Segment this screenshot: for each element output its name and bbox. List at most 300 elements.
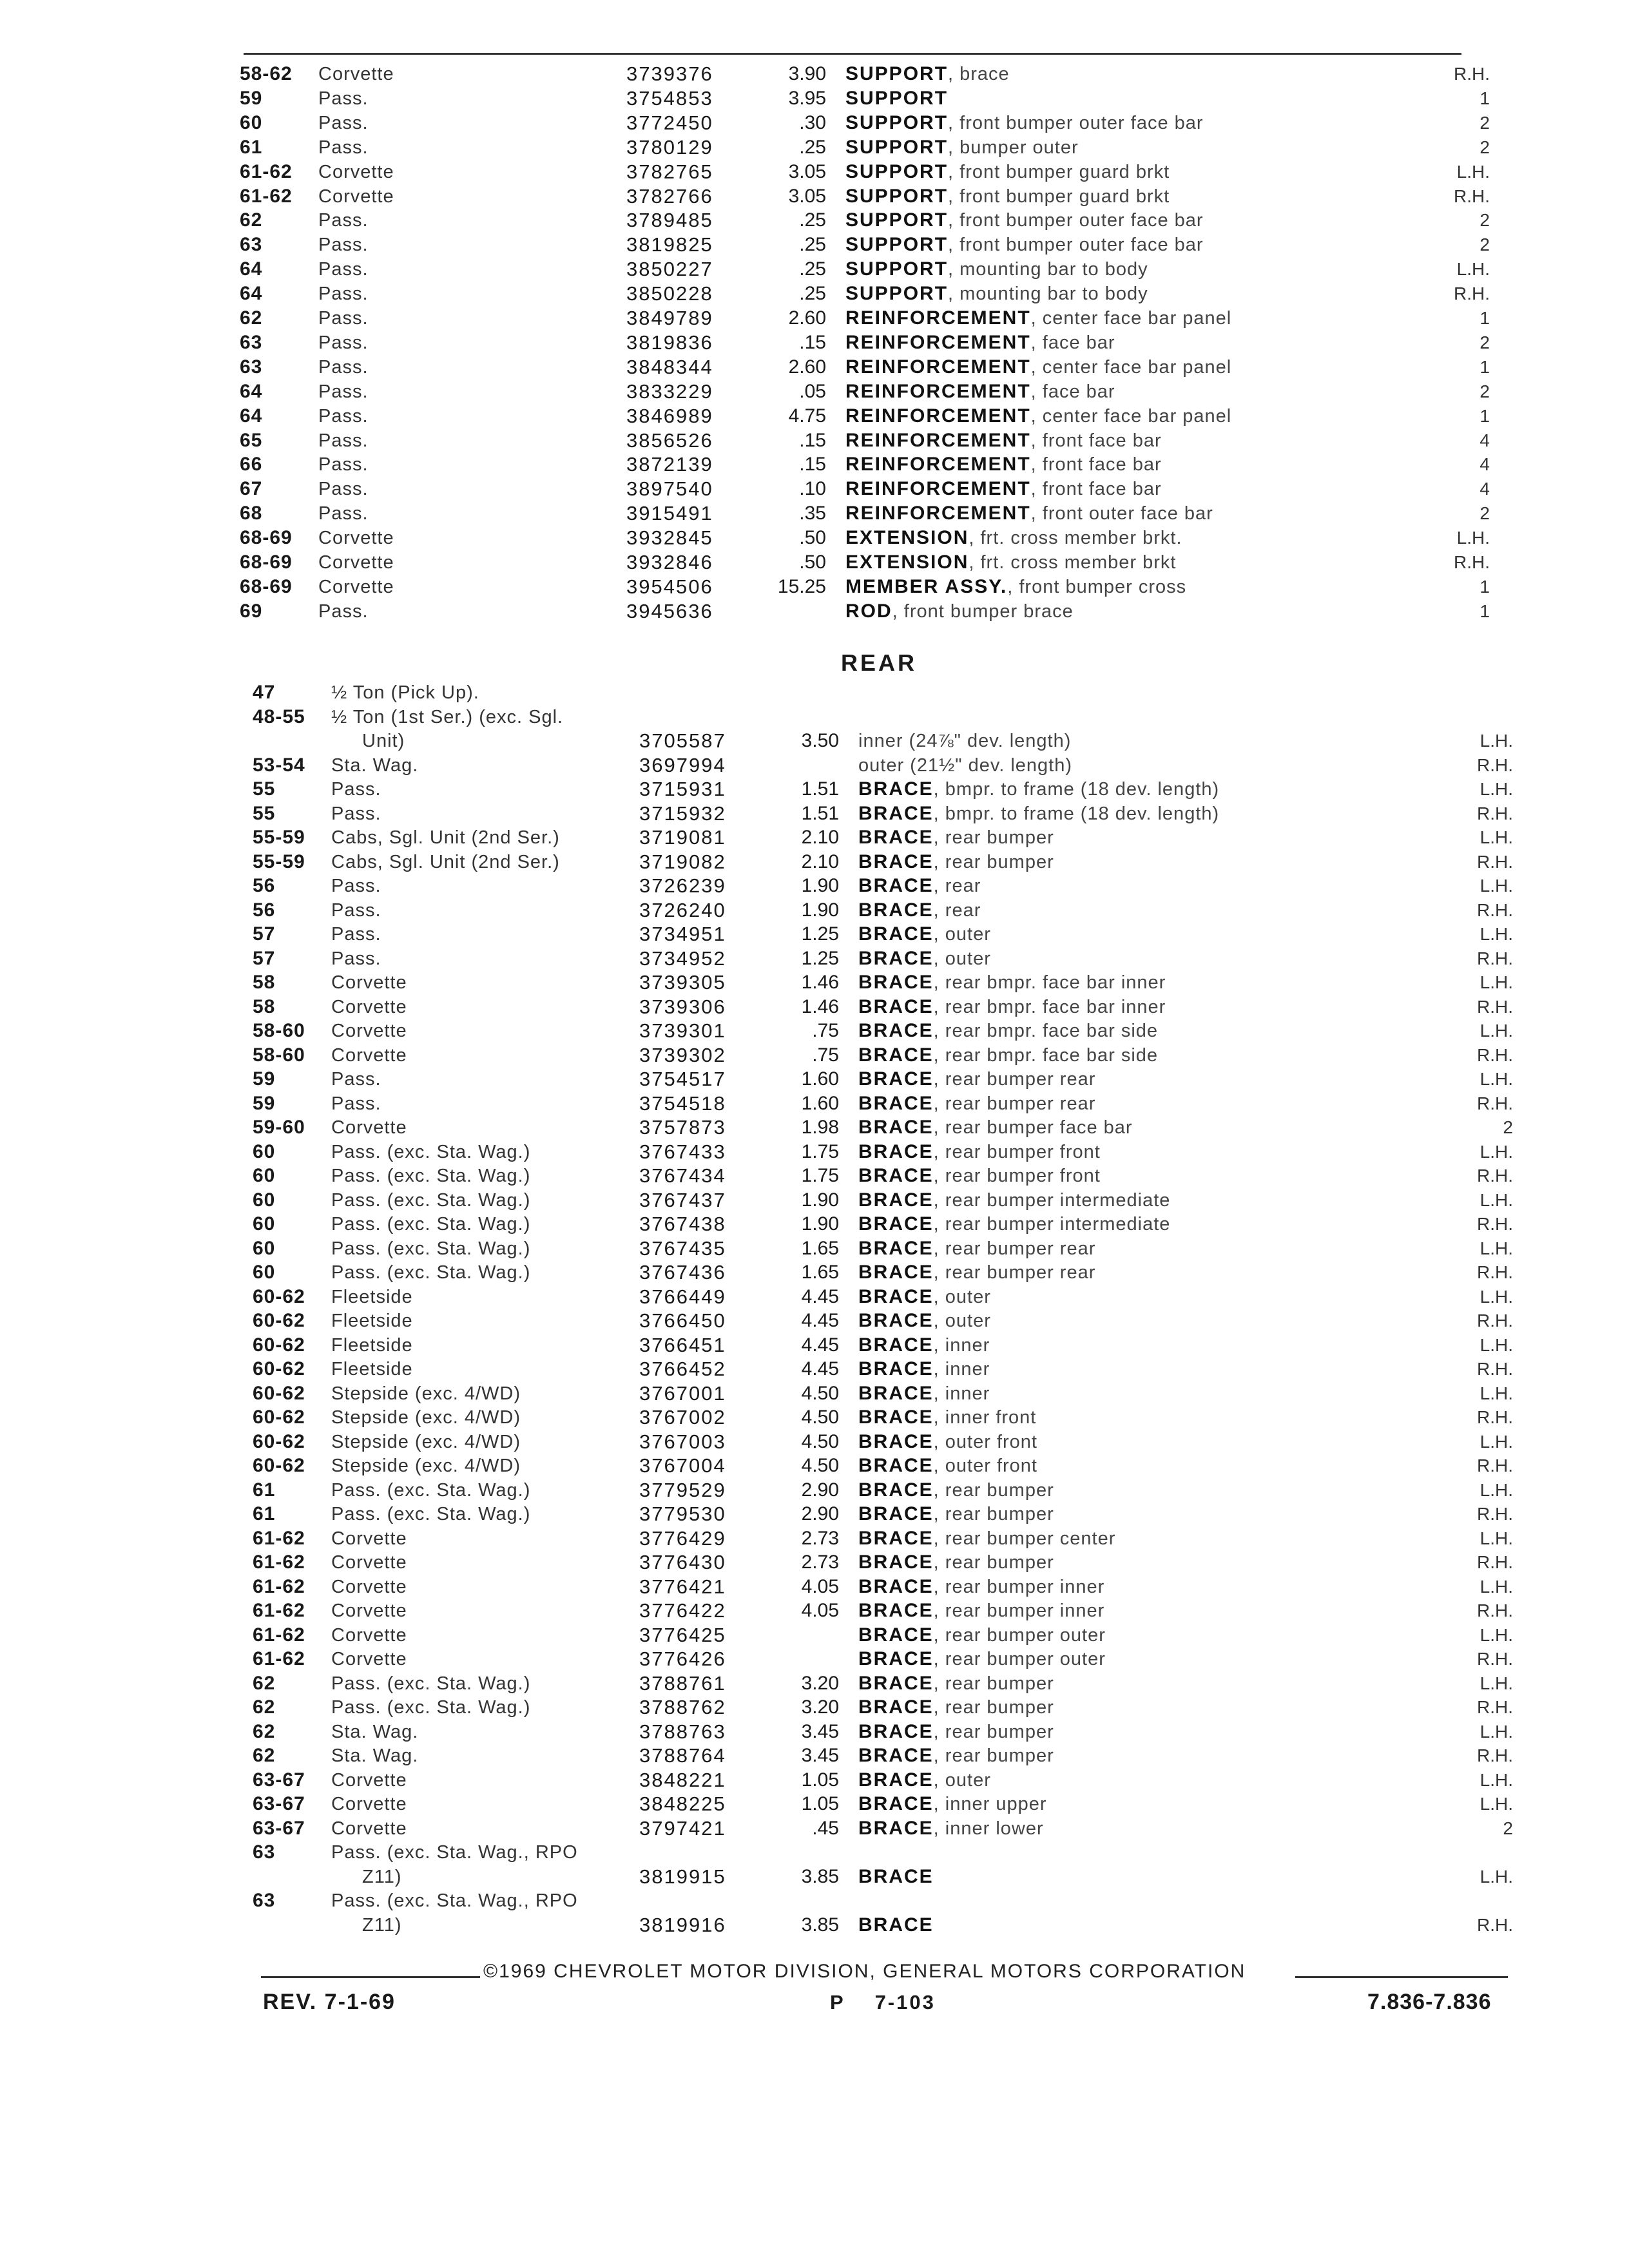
model-year: 67 xyxy=(240,478,263,500)
part-description xyxy=(858,1526,1115,1551)
part-detail: , front face bar xyxy=(1030,454,1162,476)
application xyxy=(318,160,394,184)
side-or-quantity: L.H. xyxy=(1480,1189,1513,1210)
application xyxy=(331,1720,418,1744)
model-year: 58 xyxy=(253,995,276,1017)
part-detail: , rear bmpr. face bar side xyxy=(933,1021,1159,1041)
application-text: Pass. xyxy=(331,1093,381,1114)
part-number: 3788762 xyxy=(639,1696,726,1718)
application xyxy=(331,1888,578,1913)
application xyxy=(318,62,394,86)
list-price: 1.65 xyxy=(801,1237,839,1259)
part-detail: , rear bumper xyxy=(933,851,1054,872)
part-name: BRACE xyxy=(858,1720,934,1742)
list-price: 2.10 xyxy=(801,827,839,848)
list-price: .25 xyxy=(799,234,826,256)
footer-rule-left xyxy=(261,1976,480,1978)
part-name: REINFORCEMENT xyxy=(845,356,1031,378)
part-number: 3766451 xyxy=(639,1333,726,1356)
part-number: 3739376 xyxy=(626,62,713,85)
part-number: 3767001 xyxy=(639,1381,726,1405)
part-name: BRACE xyxy=(858,947,934,969)
part-number: 3767003 xyxy=(639,1430,726,1453)
application-text: Pass. xyxy=(331,779,381,800)
part-description xyxy=(858,1744,1054,1768)
part-name: BRACE xyxy=(858,1503,934,1524)
part-name: BRACE xyxy=(858,802,934,824)
model-year: 56 xyxy=(253,899,276,921)
application xyxy=(318,135,369,160)
part-name: BRACE xyxy=(858,1165,934,1186)
application xyxy=(331,1164,530,1188)
list-price: 3.05 xyxy=(788,160,826,182)
model-year: 55 xyxy=(253,802,276,824)
model-year: 63-67 xyxy=(253,1793,305,1814)
part-description xyxy=(858,1381,990,1406)
part-detail: , front bumper outer face bar xyxy=(948,112,1204,133)
application-text: Pass. xyxy=(318,137,369,158)
part-detail: , inner upper xyxy=(933,1794,1047,1814)
side-or-quantity: L.H. xyxy=(1480,1286,1513,1307)
part-number: 3754518 xyxy=(639,1091,726,1115)
application-text: Cabs, Sgl. Unit (2nd Ser.) xyxy=(331,851,560,872)
part-number: 3779530 xyxy=(639,1503,726,1525)
part-number: 3767436 xyxy=(639,1261,726,1283)
group-number: 7.836-7.836 xyxy=(1367,1990,1492,2014)
application-text: Pass. (exc. Sta. Wag.) xyxy=(331,1238,531,1259)
application xyxy=(331,922,381,947)
application xyxy=(331,1285,413,1309)
application-text: Pass. (exc. Sta. Wag.) xyxy=(331,1479,531,1501)
part-description xyxy=(858,947,991,971)
part-name: BRACE xyxy=(858,995,934,1017)
application-text: Corvette xyxy=(331,1576,407,1597)
part-detail: , front bumper outer face bar xyxy=(948,210,1204,231)
part-name: REINFORCEMENT xyxy=(845,429,1031,451)
model-year: 55 xyxy=(253,778,276,800)
application xyxy=(331,705,563,729)
model-year: 60 xyxy=(240,111,263,133)
model-year: 61-62 xyxy=(253,1600,305,1621)
list-price: .10 xyxy=(799,478,826,500)
list-price: .35 xyxy=(799,503,826,524)
part-name: BRACE xyxy=(858,827,934,848)
side-or-quantity: R.H. xyxy=(1477,1697,1513,1717)
side-or-quantity: R.H. xyxy=(1477,1914,1513,1935)
part-name: BRACE xyxy=(858,1407,934,1428)
application-text: Pass. xyxy=(318,210,369,231)
model-year: 60 xyxy=(253,1140,276,1162)
list-price: 1.98 xyxy=(801,1117,839,1138)
part-description xyxy=(858,1502,1054,1526)
application xyxy=(331,1478,530,1503)
part-detail: , inner xyxy=(933,1334,990,1356)
list-price: 1.05 xyxy=(801,1769,839,1791)
list-price: 4.05 xyxy=(801,1600,839,1621)
part-name: BRACE xyxy=(858,1817,934,1839)
part-number: 3915491 xyxy=(626,502,713,525)
list-price: 3.90 xyxy=(788,63,826,84)
part-number: 3766452 xyxy=(639,1358,726,1380)
model-year: 61-62 xyxy=(253,1624,305,1646)
part-name: SUPPORT xyxy=(845,160,949,182)
part-name: REINFORCEMENT xyxy=(845,478,1031,500)
application xyxy=(331,947,381,971)
application xyxy=(318,331,369,355)
list-price: 3.50 xyxy=(801,730,839,751)
part-name: BRACE xyxy=(858,1285,934,1307)
part-detail: , rear bmpr. face bar inner xyxy=(933,996,1166,1017)
application xyxy=(331,1768,407,1792)
list-price: 1.90 xyxy=(801,875,839,896)
part-name: BRACE xyxy=(858,1430,934,1452)
part-description xyxy=(858,898,981,923)
model-year: 62 xyxy=(253,1720,276,1742)
application xyxy=(331,1454,521,1478)
part-number: 3776422 xyxy=(639,1599,726,1622)
side-or-quantity: R.H. xyxy=(1477,1456,1513,1475)
part-description xyxy=(858,1067,1095,1091)
part-name: BRACE xyxy=(858,1575,934,1597)
model-year: 60 xyxy=(253,1262,276,1283)
application-text: Pass. xyxy=(318,601,369,622)
application-text: Pass. (exc. Sta. Wag.) xyxy=(331,1166,531,1186)
model-year: 68-69 xyxy=(240,575,293,597)
part-detail: , front bumper outer face bar xyxy=(948,235,1204,256)
part-name: REINFORCEMENT xyxy=(845,405,1031,427)
list-price: .25 xyxy=(799,283,826,305)
model-year: 62 xyxy=(240,209,263,231)
part-detail: , rear bumper rear xyxy=(933,1238,1096,1259)
application-text: Pass. xyxy=(331,924,381,945)
application xyxy=(331,1647,407,1671)
part-name: BRACE xyxy=(858,778,934,800)
application xyxy=(331,1091,381,1116)
part-name: BRACE xyxy=(858,1648,934,1669)
part-number: 3833229 xyxy=(626,380,713,403)
part-detail: , frt. cross member brkt. xyxy=(969,528,1182,549)
part-description xyxy=(858,1478,1054,1503)
application-text: Pass. (exc. Sta. Wag.) xyxy=(331,1214,531,1235)
application-text: Pass. xyxy=(318,503,369,524)
application-text: Pass. (exc. Sta. Wag., RPO xyxy=(331,1842,578,1863)
side-or-quantity: R.H. xyxy=(1477,1311,1513,1331)
side-or-quantity: L.H. xyxy=(1480,779,1513,799)
part-detail: , rear bumper xyxy=(933,1721,1054,1742)
part-detail: , rear bumper front xyxy=(933,1141,1101,1162)
part-number: 3719082 xyxy=(639,850,726,873)
part-detail: , rear xyxy=(933,899,981,921)
list-price: .25 xyxy=(799,258,826,280)
list-price: 3.20 xyxy=(801,1696,839,1718)
application-text: Corvette xyxy=(318,186,394,207)
model-year: 60-62 xyxy=(253,1334,305,1356)
part-name: BRACE xyxy=(858,1213,934,1235)
part-description xyxy=(845,550,1176,575)
application xyxy=(331,1550,407,1575)
application xyxy=(331,1744,418,1768)
model-year: 61-62 xyxy=(240,185,293,207)
application-text: Corvette xyxy=(331,1600,407,1621)
model-year: 60 xyxy=(253,1213,276,1235)
application-text: Unit) xyxy=(362,731,405,751)
model-year: 61 xyxy=(240,136,263,158)
side-or-quantity: L.H. xyxy=(1480,1624,1513,1645)
part-number: 3719081 xyxy=(639,826,726,849)
part-name: BRACE xyxy=(858,1745,934,1766)
application-text: Pass. xyxy=(318,284,369,305)
list-price: 1.46 xyxy=(801,995,839,1017)
part-number: 3848221 xyxy=(639,1768,726,1791)
list-price: .75 xyxy=(812,1044,839,1066)
model-year: 65 xyxy=(240,429,263,451)
part-description xyxy=(845,257,1148,282)
side-or-quantity: R.H. xyxy=(1477,1504,1513,1524)
model-year: 63 xyxy=(240,331,263,353)
part-name: BRACE xyxy=(858,1020,934,1041)
side-or-quantity: R.H. xyxy=(1477,754,1513,775)
side-or-quantity: R.H. xyxy=(1477,996,1513,1017)
part-number: 3767434 xyxy=(639,1164,726,1187)
part-description xyxy=(858,970,1166,995)
application-text: Corvette xyxy=(331,996,407,1017)
part-description xyxy=(845,233,1204,257)
application-text: Stepside (exc. 4/WD) xyxy=(331,1383,521,1404)
list-price: 1.90 xyxy=(801,1189,839,1211)
part-description xyxy=(858,1671,1054,1696)
part-detail: , center face bar panel xyxy=(1030,356,1232,378)
part-number: 3767438 xyxy=(639,1213,726,1235)
part-number: 3897540 xyxy=(626,477,713,501)
application-text: ½ Ton (1st Ser.) (exc. Sgl. xyxy=(331,706,564,727)
part-name: BRACE xyxy=(858,1262,934,1283)
footer-rule-right xyxy=(1295,1976,1508,1978)
part-detail: , front face bar xyxy=(1030,479,1162,500)
part-detail: , rear bumper xyxy=(933,1697,1054,1718)
application-text: Pass. xyxy=(318,259,369,280)
list-price: .15 xyxy=(799,454,826,476)
part-name: BRACE xyxy=(858,1237,934,1259)
part-detail: , rear bumper inner xyxy=(933,1600,1105,1621)
part-description xyxy=(858,1792,1047,1816)
part-description xyxy=(858,777,1219,802)
model-year: 60 xyxy=(253,1189,276,1211)
model-year: 62 xyxy=(253,1745,276,1766)
part-name: ROD xyxy=(845,600,892,622)
application-text: Corvette xyxy=(318,528,394,549)
part-detail: , bmpr. to frame (18 dev. length) xyxy=(933,779,1220,800)
part-detail: , front outer face bar xyxy=(1030,503,1213,524)
model-year: 63 xyxy=(240,234,263,256)
part-number: 3850227 xyxy=(626,258,713,281)
page-number: P 7-103 xyxy=(830,1991,936,2013)
application-text: Corvette xyxy=(331,1649,407,1669)
part-detail: , rear bumper intermediate xyxy=(933,1189,1171,1211)
part-name: SUPPORT xyxy=(845,136,949,158)
side-or-quantity: 1 xyxy=(1480,576,1490,597)
part-name: BRACE xyxy=(858,899,934,921)
model-year: 47 xyxy=(253,682,276,703)
part-number: 3726239 xyxy=(639,874,726,897)
part-detail: , rear bumper xyxy=(933,1504,1054,1524)
side-or-quantity: 1 xyxy=(1480,405,1490,426)
list-price: 1.75 xyxy=(801,1140,839,1162)
application-text: Fleetside xyxy=(331,1311,413,1331)
application xyxy=(331,802,381,826)
model-year: 60-62 xyxy=(253,1358,305,1379)
part-detail: , rear bumper intermediate xyxy=(933,1214,1171,1235)
application xyxy=(331,1333,413,1358)
part-number: 3782765 xyxy=(626,160,713,183)
part-number: 3797421 xyxy=(639,1816,726,1840)
part-detail: , rear bumper center xyxy=(933,1528,1116,1549)
part-detail: , outer xyxy=(933,924,991,945)
part-description xyxy=(858,1357,990,1381)
part-description xyxy=(858,1550,1054,1575)
side-or-quantity: R.H. xyxy=(1477,1093,1513,1113)
part-detail: , mounting bar to body xyxy=(948,284,1148,305)
list-price: 4.50 xyxy=(801,1430,839,1452)
list-price: 1.25 xyxy=(801,923,839,945)
part-detail: , rear bumper outer xyxy=(933,1649,1106,1669)
side-or-quantity: R.H. xyxy=(1477,851,1513,872)
part-number: 3849789 xyxy=(626,307,713,329)
part-description xyxy=(858,1212,1170,1236)
side-or-quantity: L.H. xyxy=(1480,1069,1513,1089)
application xyxy=(331,1405,521,1430)
part-name: BRACE xyxy=(858,1189,934,1211)
part-detail: , front bumper guard brkt xyxy=(948,186,1170,207)
part-name: BRACE xyxy=(858,850,934,872)
list-price: 4.50 xyxy=(801,1407,839,1428)
application-text: Pass. (exc. Sta. Wag.) xyxy=(331,1141,531,1162)
side-or-quantity: R.H. xyxy=(1477,1262,1513,1282)
list-price: 3.85 xyxy=(801,1865,839,1887)
application xyxy=(331,1043,407,1068)
application xyxy=(318,428,369,453)
list-price: 4.45 xyxy=(801,1358,839,1379)
model-year: 56 xyxy=(253,875,276,896)
part-number: 3734951 xyxy=(639,923,726,945)
part-description xyxy=(845,452,1162,477)
model-year: 64 xyxy=(240,258,263,280)
part-name: BRACE xyxy=(858,875,934,896)
part-description xyxy=(858,1043,1158,1068)
part-description xyxy=(845,477,1162,501)
list-price: 3.45 xyxy=(801,1720,839,1742)
application xyxy=(318,452,369,477)
part-detail: inner (24⅞" dev. length) xyxy=(858,731,1072,751)
side-or-quantity: L.H. xyxy=(1480,972,1513,992)
side-or-quantity: L.H. xyxy=(1480,1794,1513,1814)
part-description xyxy=(858,1164,1101,1188)
application xyxy=(331,1913,401,1937)
model-year: 60-62 xyxy=(253,1430,305,1452)
side-or-quantity: 2 xyxy=(1480,503,1490,524)
model-year: 60-62 xyxy=(253,1285,305,1307)
application-text: Sta. Wag. xyxy=(331,1745,419,1766)
side-or-quantity: L.H. xyxy=(1480,1769,1513,1790)
part-description xyxy=(845,86,948,111)
part-name: BRACE xyxy=(858,923,934,945)
model-year: 64 xyxy=(240,405,263,427)
application-text: Fleetside xyxy=(331,1334,413,1356)
application-text: Corvette xyxy=(331,1818,407,1839)
part-detail: , front bumper cross xyxy=(1007,576,1187,597)
part-description xyxy=(858,1285,991,1309)
part-number: 3739306 xyxy=(639,995,726,1018)
application-text: Stepside (exc. 4/WD) xyxy=(331,1431,521,1452)
application-text: Pass. xyxy=(318,479,369,500)
part-description xyxy=(858,1333,990,1358)
part-name: BRACE xyxy=(858,1914,934,1936)
application xyxy=(331,898,381,923)
model-year: 59 xyxy=(253,1068,276,1090)
part-name: SUPPORT xyxy=(845,87,949,109)
side-or-quantity: R.H. xyxy=(1477,1407,1513,1427)
application-text: Z11) xyxy=(362,1866,402,1887)
copyright-notice: ©1969 CHEVROLET MOTOR DIVISION, GENERAL MOTORS CORPORATION xyxy=(483,1961,1246,1982)
part-description xyxy=(845,160,1170,184)
list-price: 2.60 xyxy=(788,356,826,378)
part-number: 3932846 xyxy=(626,551,713,573)
part-detail: , rear bumper front xyxy=(933,1166,1101,1186)
part-detail: , rear xyxy=(933,876,981,896)
rear-section-heading: REAR xyxy=(841,649,918,676)
list-price: 2.60 xyxy=(788,307,826,329)
part-description xyxy=(858,1019,1158,1043)
list-price: 2.10 xyxy=(801,850,839,872)
part-detail: , center face bar panel xyxy=(1030,405,1232,427)
part-number: 3754517 xyxy=(639,1068,726,1090)
part-description xyxy=(858,1816,1044,1841)
part-name: BRACE xyxy=(858,1624,934,1646)
application xyxy=(331,1671,530,1696)
application-text: Pass. xyxy=(318,235,369,256)
part-description xyxy=(858,802,1219,826)
side-or-quantity: L.H. xyxy=(1480,1334,1513,1355)
application xyxy=(318,526,394,550)
part-detail: , rear bmpr. face bar side xyxy=(933,1044,1159,1066)
application-text: Pass. xyxy=(318,332,369,353)
side-or-quantity: L.H. xyxy=(1456,161,1490,182)
part-name: EXTENSION xyxy=(845,527,969,549)
side-or-quantity: L.H. xyxy=(1480,1479,1513,1500)
application-text: Z11) xyxy=(362,1914,402,1936)
part-name: BRACE xyxy=(858,1455,934,1476)
model-year: 59-60 xyxy=(253,1117,305,1138)
application xyxy=(318,550,394,575)
list-price: 3.45 xyxy=(801,1745,839,1766)
side-or-quantity: R.H. xyxy=(1477,1359,1513,1379)
model-year: 63-67 xyxy=(253,1769,305,1791)
model-year: 64 xyxy=(240,380,263,402)
application xyxy=(331,1236,530,1261)
part-name: BRACE xyxy=(858,1769,934,1791)
list-price: .15 xyxy=(799,331,826,353)
part-description xyxy=(845,208,1204,233)
application xyxy=(318,477,369,501)
list-price: 4.45 xyxy=(801,1334,839,1356)
list-price: 2.73 xyxy=(801,1552,839,1573)
part-detail: , rear bumper rear xyxy=(933,1069,1096,1090)
part-number: 3819916 xyxy=(639,1913,726,1936)
part-number: 3766449 xyxy=(639,1285,726,1308)
side-or-quantity: R.H. xyxy=(1477,1166,1513,1186)
model-year: 68-69 xyxy=(240,552,293,573)
part-description xyxy=(845,135,1079,160)
part-description xyxy=(858,1115,1133,1140)
